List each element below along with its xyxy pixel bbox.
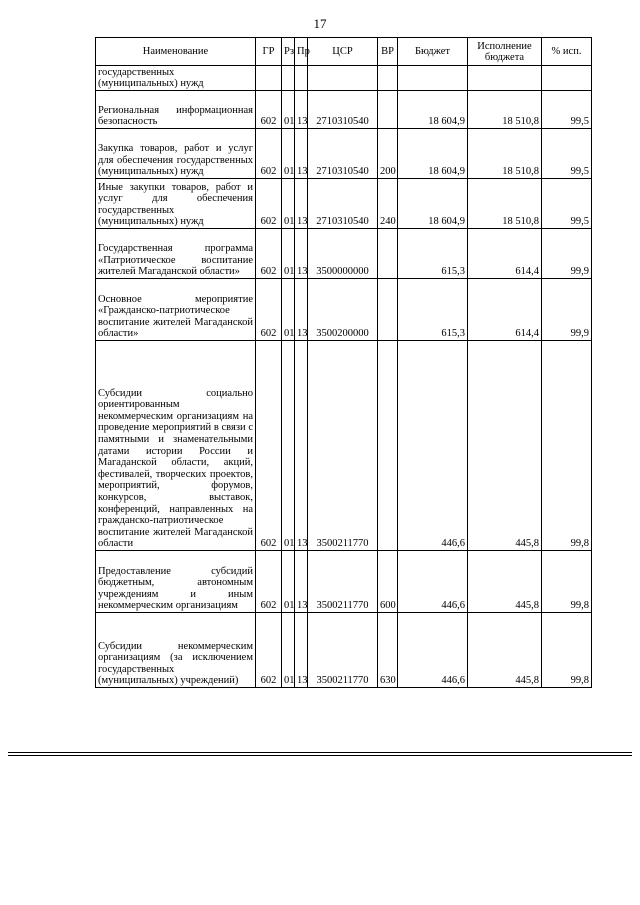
table-row xyxy=(96,229,592,279)
table-header-row xyxy=(96,38,592,66)
row-name: государственных (муниципальных) нужд xyxy=(96,66,256,91)
row-execution: 614,4 xyxy=(468,279,542,341)
row-percent: 99,8 xyxy=(542,613,592,688)
row-execution: 18 510,8 xyxy=(468,129,542,179)
row-budget: 446,6 xyxy=(398,551,468,613)
row-name: Субсидии некоммерческим организациям (за исключением государственных (муниципальных) учреждений) xyxy=(96,613,256,688)
row-gr: 602 xyxy=(256,91,282,129)
row-pr: 13 xyxy=(295,613,308,688)
row-pr: 13 xyxy=(295,129,308,179)
row-csr: 3500200000 xyxy=(308,279,378,341)
row-budget xyxy=(398,66,468,91)
row-vr xyxy=(378,341,398,551)
row-name: Закупка товаров, работ и услуг для обеспечения государственных (муниципальных) нужд xyxy=(96,129,256,179)
header-csr: ЦСР xyxy=(308,38,378,66)
row-percent: 99,5 xyxy=(542,179,592,229)
row-csr: 3500211770 xyxy=(308,551,378,613)
row-percent: 99,8 xyxy=(542,551,592,613)
row-csr xyxy=(308,66,378,91)
row-budget: 446,6 xyxy=(398,341,468,551)
row-pr: 13 xyxy=(295,279,308,341)
row-csr: 2710310540 xyxy=(308,129,378,179)
row-rz: 01 xyxy=(282,91,295,129)
row-budget: 615,3 xyxy=(398,229,468,279)
row-gr: 602 xyxy=(256,279,282,341)
footer-divider-second xyxy=(8,755,632,756)
row-budget: 18 604,9 xyxy=(398,179,468,229)
row-rz: 01 xyxy=(282,279,295,341)
budget-execution-table xyxy=(95,37,592,688)
row-rz: 01 xyxy=(282,179,295,229)
row-rz xyxy=(282,66,295,91)
row-name: Государственная программа «Патриотическое воспитание жителей Магаданской области» xyxy=(96,229,256,279)
page-number: 17 xyxy=(313,16,327,31)
header-pr: Пр xyxy=(295,38,308,66)
row-budget: 18 604,9 xyxy=(398,91,468,129)
table-row xyxy=(96,279,592,341)
row-gr: 602 xyxy=(256,341,282,551)
table-row xyxy=(96,613,592,688)
row-budget: 615,3 xyxy=(398,279,468,341)
row-csr: 3500211770 xyxy=(308,341,378,551)
row-pr xyxy=(295,66,308,91)
row-percent: 99,5 xyxy=(542,129,592,179)
row-rz: 01 xyxy=(282,229,295,279)
table-row xyxy=(96,66,592,91)
row-pr: 13 xyxy=(295,91,308,129)
footer-divider xyxy=(8,752,632,753)
row-vr: 200 xyxy=(378,129,398,179)
row-execution: 18 510,8 xyxy=(468,91,542,129)
row-gr: 602 xyxy=(256,613,282,688)
row-rz: 01 xyxy=(282,551,295,613)
row-pr: 13 xyxy=(295,341,308,551)
row-name: Иные закупки товаров, работ и услуг для обеспечения государственных (муниципальных) нужд xyxy=(96,179,256,229)
header-vr: ВР xyxy=(378,38,398,66)
row-name: Предоставление субсидий бюджетным, автономным учреждениям и иным некоммерческим организациям xyxy=(96,551,256,613)
row-execution: 18 510,8 xyxy=(468,179,542,229)
header-name: Наименование xyxy=(96,38,256,66)
table-row xyxy=(96,129,592,179)
row-budget: 446,6 xyxy=(398,613,468,688)
row-name: Региональная информационная безопасность xyxy=(96,91,256,129)
header-budget: Бюджет xyxy=(398,38,468,66)
row-vr xyxy=(378,66,398,91)
row-csr: 3500211770 xyxy=(308,613,378,688)
row-execution: 445,8 xyxy=(468,551,542,613)
row-percent: 99,5 xyxy=(542,91,592,129)
row-csr: 2710310540 xyxy=(308,179,378,229)
row-gr xyxy=(256,66,282,91)
row-vr xyxy=(378,279,398,341)
table-row xyxy=(96,179,592,229)
row-rz: 01 xyxy=(282,129,295,179)
row-execution: 445,8 xyxy=(468,613,542,688)
row-percent: 99,9 xyxy=(542,229,592,279)
row-percent xyxy=(542,66,592,91)
row-vr xyxy=(378,91,398,129)
header-percent: % исп. xyxy=(542,38,592,66)
row-execution: 614,4 xyxy=(468,229,542,279)
table-row xyxy=(96,551,592,613)
row-name: Субсидии социально ориентированным некоммерческим организациям на проведение мероприятий в связи с памятными и знаменательными датами истории России и Магаданской области, акций, фестивалей, творческих проектов, мероприятий, форумов, конкурсов, выставок, конференций, направленных на гражданско-патриотическое воспитание жителей Магаданской области xyxy=(96,341,256,551)
row-vr: 600 xyxy=(378,551,398,613)
row-gr: 602 xyxy=(256,229,282,279)
header-rz: Рз xyxy=(282,38,295,66)
row-csr: 2710310540 xyxy=(308,91,378,129)
row-vr: 630 xyxy=(378,613,398,688)
row-pr: 13 xyxy=(295,229,308,279)
row-csr: 3500000000 xyxy=(308,229,378,279)
row-gr: 602 xyxy=(256,179,282,229)
row-pr: 13 xyxy=(295,179,308,229)
row-vr: 240 xyxy=(378,179,398,229)
row-pr: 13 xyxy=(295,551,308,613)
table-row xyxy=(96,341,592,551)
row-rz: 01 xyxy=(282,613,295,688)
row-execution xyxy=(468,66,542,91)
row-name: Основное мероприятие «Гражданско-патриотическое воспитание жителей Магаданской области» xyxy=(96,279,256,341)
row-execution: 445,8 xyxy=(468,341,542,551)
row-vr xyxy=(378,229,398,279)
row-percent: 99,9 xyxy=(542,279,592,341)
row-gr: 602 xyxy=(256,551,282,613)
row-gr: 602 xyxy=(256,129,282,179)
header-execution: Исполнение бюджета xyxy=(468,38,542,66)
table-row xyxy=(96,91,592,129)
row-percent: 99,8 xyxy=(542,341,592,551)
row-budget: 18 604,9 xyxy=(398,129,468,179)
row-rz: 01 xyxy=(282,341,295,551)
header-gr: ГР xyxy=(256,38,282,66)
